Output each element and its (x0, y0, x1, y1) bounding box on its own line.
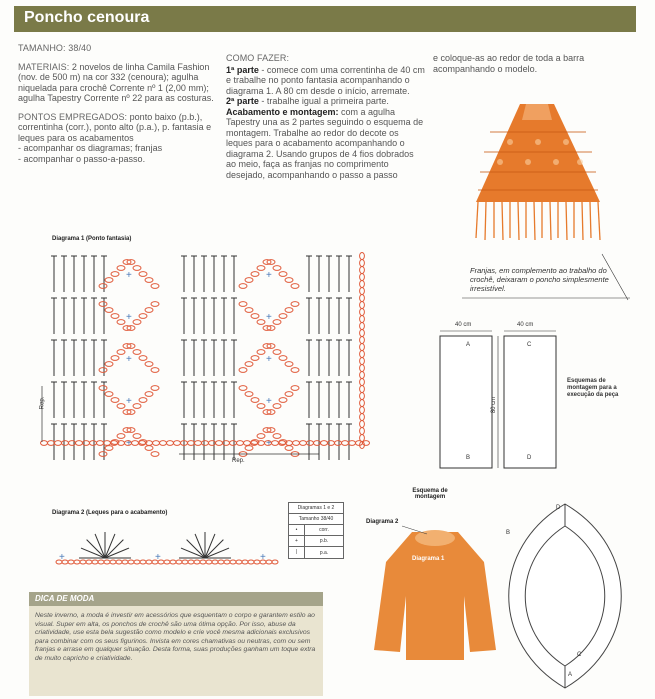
stitch-chain (293, 441, 300, 446)
stitch-chain (151, 368, 159, 373)
rect-a-label: A (466, 342, 471, 348)
fashion-tip-header: DICA DE MODA (29, 592, 323, 606)
stitch-chain (360, 337, 365, 344)
stitch-chain (99, 302, 107, 307)
caption-line (600, 252, 630, 302)
stitch-chain (251, 314, 259, 319)
stitch-chain (272, 441, 279, 446)
stitch-chain (360, 407, 365, 414)
stitch-chain (285, 278, 293, 283)
stitch-chain (321, 441, 328, 446)
stitch-pb: + (126, 438, 132, 449)
stitch-chain (98, 560, 104, 564)
stitch-pb: + (126, 396, 132, 407)
stitch-chain (68, 560, 74, 564)
stitch-chain (97, 441, 104, 446)
stitch-chain (104, 441, 111, 446)
assembly-diagram1-label: Diagrama 1 (412, 556, 445, 562)
stitch-chain (360, 421, 365, 428)
stitch-chain (195, 441, 202, 446)
stitch-chain (291, 368, 299, 373)
stitch-chain (239, 386, 247, 391)
rep-bottom-label: Rep. (232, 458, 245, 464)
stitch-chain (285, 392, 293, 397)
stitch-chain (360, 379, 365, 386)
stitch-chain (291, 302, 299, 307)
how-to-heading: COMO FAZER: (226, 53, 290, 63)
stitch-chain (230, 560, 236, 564)
title-bar (14, 6, 636, 32)
stitch-chain (104, 560, 110, 564)
stitch-chain (133, 350, 141, 355)
diagram1-chart (34, 246, 374, 466)
width-label-2: 40 cm (517, 322, 534, 328)
stitch-chain (117, 404, 125, 409)
stitch-chain (90, 441, 97, 446)
fashion-tip-box (29, 592, 323, 696)
materials-text: MATERIAIS: 2 novelos de linha Camila Fashion (nov. de 500 m) na cor 332 (cenoura); agulha niquelada para crochê Corrente nº 1 (2,00 mm); agulha Tapestry Corrente nº 22 para as costuras. (18, 61, 214, 103)
stitch-chain (360, 330, 365, 337)
size-text: TAMANHO: 38/40 (18, 43, 92, 53)
stitch-chain (360, 281, 365, 288)
stitch-chain (160, 441, 167, 446)
stitch-chain (307, 441, 314, 446)
stitch-chain (285, 362, 293, 367)
stitch-pb: + (266, 270, 272, 281)
stitch-chain (257, 350, 265, 355)
stitch-chain (360, 253, 365, 260)
stitch-chain (360, 351, 365, 358)
assembly-sweater (372, 520, 498, 670)
stitch-chain (239, 368, 247, 373)
stitch-chain (342, 441, 349, 446)
stitch-chain (273, 404, 281, 409)
stitch-chain (257, 404, 265, 409)
stitch-chain (174, 441, 181, 446)
stitch-chain (245, 392, 253, 397)
rect-d-label: D (527, 455, 532, 461)
stitch-chain (360, 386, 365, 393)
stitch-pb: + (126, 270, 132, 281)
stitch-chain (360, 274, 365, 281)
stitch-chain (360, 414, 365, 421)
rep-side-label: Rep. (39, 396, 46, 410)
stitch-chain (245, 446, 253, 451)
stitch-chain (105, 446, 113, 451)
fashion-tip-text: Neste inverno, a moda é investir em acessórios que esquentam o corpo e garantem estilo ao visual. Super em alta, os ponchos de crochê são uma ótima opção. Por isso, abuse da criatividade, use esta bela sugestão como modelo e crie você mesma adicionais exclusivos para combinar com os seus figurinos. Invista em cores chamativas ou neutras, com ou sem franjas e arrase em qualquer situação. Desta forma, suas produções ganham um toque extra de muito capricho e criatividade. (35, 612, 316, 662)
stitch-chain (145, 362, 153, 367)
stitch-chain (216, 441, 223, 446)
fan-stitch (187, 540, 205, 558)
stitch-chain (291, 386, 299, 391)
stitch-chain (76, 441, 83, 446)
instructions-column (226, 53, 426, 188)
stitch-chain (153, 441, 160, 446)
stitch-chain (236, 560, 242, 564)
stitch-pb: + (260, 552, 266, 563)
stitch-chain (279, 272, 287, 277)
stitch-chain (212, 560, 218, 564)
stitch-chain (74, 560, 80, 564)
stitch-chain (242, 560, 248, 564)
stitch-chain (182, 560, 188, 564)
stitch-chain (110, 560, 116, 564)
stitch-chain (164, 560, 170, 564)
stitch-pb: + (266, 396, 272, 407)
stitch-chain (285, 308, 293, 313)
stitch-chain (139, 398, 147, 403)
stitch-chain (117, 350, 125, 355)
stitch-chain (55, 441, 62, 446)
stitch-chain (151, 302, 159, 307)
stitch-pb: + (266, 438, 272, 449)
stitches-text: PONTOS EMPREGADOS: ponto baixo (p.b.), correntinha (corr.), ponto alto (p.a.), p. fantasia e leques para os acabamentos - acompanhar os diagramas; franjas - acompanhar o passo-a-passo. (18, 111, 212, 164)
fan-stitch (205, 540, 223, 558)
stitch-chain (200, 560, 206, 564)
stitch-chain (145, 392, 153, 397)
assembly-label: Esquema de montagem (412, 488, 448, 500)
stitch-chain (128, 560, 134, 564)
stitch-chain (360, 400, 365, 407)
stitch-chain (92, 560, 98, 564)
part2-text: 2ª parte - trabalhe igual a primeira parte. (226, 96, 389, 106)
stitch-chain (218, 560, 224, 564)
stitch-chain (360, 302, 365, 309)
stitch-chain (239, 284, 247, 289)
stitch-chain (244, 441, 251, 446)
stitch-chain (245, 308, 253, 313)
stitch-chain (360, 260, 365, 267)
stitch-chain (145, 308, 153, 313)
stitch-chain (230, 441, 237, 446)
fan-stitch (87, 540, 105, 558)
stitch-chain (105, 308, 113, 313)
stitch-chain (111, 398, 119, 403)
stitch-chain (360, 372, 365, 379)
stitch-chain (279, 314, 287, 319)
stitch-chain (133, 266, 141, 271)
ring-d-label: D (556, 505, 561, 511)
stitch-chain (291, 284, 299, 289)
stitch-chain (99, 368, 107, 373)
stitch-chain (117, 266, 125, 271)
continuation-text: e coloque-as ao redor de toda a barra acompanhando o modelo. (433, 53, 585, 74)
part1-text: 1ª parte - comece com uma correntinha de 40 cm e trabalhe no ponto fantasia acompanhando o diagrama 1. A 80 cm desde o início, arremate. (226, 64, 425, 96)
stitch-chain (257, 434, 265, 439)
stitch-chain (257, 320, 265, 325)
stitch-chain (99, 284, 107, 289)
stitch-chain (170, 560, 176, 564)
stitch-chain (151, 386, 159, 391)
diagram1-title: Diagrama 1 (Ponto fantasia) (52, 236, 132, 242)
stitch-chain (202, 441, 209, 446)
stitch-chain (272, 560, 278, 564)
stitch-chain (146, 560, 152, 564)
stitch-chain (133, 434, 141, 439)
materials-column (18, 43, 214, 172)
height-label: 80 cm (491, 396, 498, 414)
stitch-chain (251, 398, 259, 403)
stitch-chain (251, 272, 259, 277)
stitch-chain (273, 434, 281, 439)
stitch-chain (86, 560, 92, 564)
stitch-chain (111, 356, 119, 361)
photo-caption: Franjas, em complemento ao trabalho do crochê, deixaram o poncho simplesmente irresistível. (470, 266, 609, 293)
stitch-pb: + (266, 312, 272, 323)
stitch-chain (62, 441, 69, 446)
stitch-chain (266, 560, 272, 564)
stitch-chain (111, 314, 119, 319)
stitch-chain (273, 266, 281, 271)
stitch-chain (360, 358, 365, 365)
legend-header1: Diagramas 1 e 2 (289, 503, 343, 514)
legend-header2: Tamanho 38/40 (289, 514, 343, 525)
stitch-chain (248, 560, 254, 564)
finishing-text: Acabamento e montagem: com a agulha Tapestry una as 2 partes seguindo o esquema de montagem. Trabalhe ao redor do decote os leques para o acabamento acompanhando o diagrama 2. Usando grupos de 4 fios dobrados ao meio, faça as franjas no comprimento desejado, acompanhando o passo a passo (226, 106, 424, 180)
rect-b-label: B (466, 455, 471, 461)
stitch-chain (360, 316, 365, 323)
stitch-legend (288, 502, 344, 559)
stitch-chain (145, 446, 153, 451)
fan-stitch (105, 540, 123, 558)
stitch-chain (273, 320, 281, 325)
stitch-chain (285, 446, 293, 451)
stitch-chain (360, 393, 365, 400)
stitch-chain (245, 278, 253, 283)
stitch-chain (133, 404, 141, 409)
assembly-diagram2-label: Diagrama 2 (366, 519, 399, 525)
stitch-chain (360, 344, 365, 351)
stitch-chain (105, 392, 113, 397)
stitch-chain (117, 434, 125, 439)
stitch-pb: + (126, 312, 132, 323)
stitch-chain (257, 266, 265, 271)
stitch-chain (99, 386, 107, 391)
stitch-chain (151, 452, 159, 457)
stitch-chain (335, 441, 342, 446)
stitch-chain (251, 356, 259, 361)
stitch-chain (279, 398, 287, 403)
stitch-chain (48, 441, 55, 446)
rect-c-label: C (527, 342, 532, 348)
stitch-chain (140, 560, 146, 564)
stitch-chain (116, 560, 122, 564)
stitch-chain (151, 284, 159, 289)
stitch-chain (360, 309, 365, 316)
stitch-chain (176, 560, 182, 564)
stitch-chain (360, 428, 365, 435)
stitch-chain (117, 320, 125, 325)
stitch-chain (356, 441, 363, 446)
stitch-chain (206, 560, 212, 564)
stitch-chain (273, 350, 281, 355)
stitch-chain (122, 560, 128, 564)
stitch-chain (360, 365, 365, 372)
ring-schema (490, 498, 640, 694)
ring-a-label: A (568, 672, 573, 678)
page-title: Poncho cenoura (24, 9, 150, 26)
caption-underline (462, 296, 632, 300)
stitch-chain (134, 560, 140, 564)
stitch-pb: + (155, 552, 161, 563)
stitch-pb: + (59, 552, 65, 563)
stitch-chain (360, 323, 365, 330)
stitch-chain (167, 441, 174, 446)
stitch-chain (360, 267, 365, 274)
stitch-chain (99, 452, 107, 457)
diagram2-title: Diagrama 2 (Leques para o acabamento) (52, 510, 168, 516)
stitch-chain (194, 560, 200, 564)
stitch-chain (111, 272, 119, 277)
stitch-chain (363, 441, 370, 446)
stitch-chain (237, 441, 244, 446)
stitch-chain (132, 441, 139, 446)
stitch-chain (105, 278, 113, 283)
ring-b-label: B (506, 530, 511, 536)
stitch-chain (188, 441, 195, 446)
stitch-chain (300, 441, 307, 446)
schema-rectangles (436, 326, 566, 476)
stitch-chain (279, 356, 287, 361)
legend-row: • corr. (289, 525, 343, 536)
stitch-chain (145, 278, 153, 283)
stitch-chain (239, 302, 247, 307)
stitch-chain (41, 441, 48, 446)
stitch-chain (139, 314, 147, 319)
poncho-photo (470, 92, 606, 242)
legend-row: | p.a. (289, 547, 343, 558)
schema-label: Esquemas de montagem para a execução da peça (567, 378, 619, 398)
stitch-chain (139, 272, 147, 277)
diagram2-chart (55, 522, 285, 572)
stitch-chain (80, 560, 86, 564)
legend-row: + p.b. (289, 536, 343, 547)
stitch-chain (349, 441, 356, 446)
width-label-1: 40 cm (455, 322, 472, 328)
stitch-chain (360, 288, 365, 295)
stitch-chain (133, 320, 141, 325)
stitch-chain (105, 362, 113, 367)
stitch-pb: + (266, 354, 272, 365)
ring-c-label: C (577, 652, 582, 658)
stitch-pb: + (126, 354, 132, 365)
stitch-chain (188, 560, 194, 564)
stitch-chain (245, 362, 253, 367)
stitch-chain (224, 560, 230, 564)
stitch-chain (139, 356, 147, 361)
stitch-chain (360, 295, 365, 302)
